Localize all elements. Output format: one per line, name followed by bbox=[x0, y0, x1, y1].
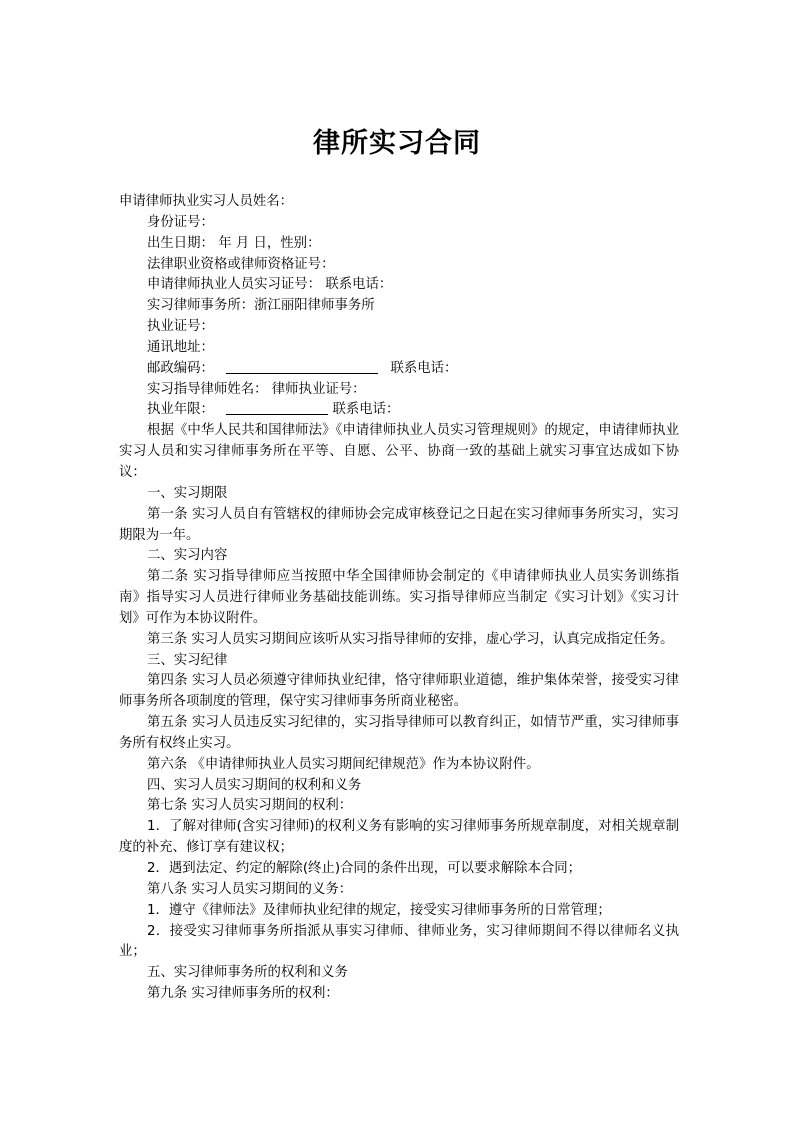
document-title: 律所实习合同 bbox=[313, 128, 481, 159]
field-license-no: 执业证号： bbox=[147, 319, 214, 335]
clause-paragraph: 2．遇到法定、约定的解除(终止)合同的条件出现，可以要求解除本合同； bbox=[147, 861, 582, 876]
clause-paragraph: 第三条 实习人员实习期间应该听从实习指导律师的安排，虚心学习，认真完成指定任务。 bbox=[147, 631, 674, 647]
field-supervisor: 实习指导律师姓名： 律师执业证号： bbox=[147, 381, 366, 397]
field-postcode-row bbox=[119, 359, 679, 380]
years-label: 执业年限： bbox=[147, 402, 214, 418]
clause-paragraph: 1．遵守《律师法》及律师执业纪律的规定，接受实习律师事务所的日常管理； bbox=[147, 902, 611, 918]
field-birth-date: 出生日期： 年 月 日，性别： bbox=[147, 235, 321, 251]
clause-paragraph: 第五条 实习人员违反实习纪律的，实习指导律师可以教育纠正，如情节严重，实习律师事务所有权终止实习。 bbox=[119, 715, 679, 751]
clauses-list bbox=[119, 484, 679, 1005]
section-heading: 五、实习律师事务所的权利和义务 bbox=[147, 965, 348, 981]
field-qualification-cert: 法律职业资格或律师资格证号： bbox=[147, 256, 335, 272]
postcode-phone-label: 联系电话： bbox=[390, 360, 458, 376]
section-heading: 第七条 实习人员实习期间的权利： bbox=[147, 798, 353, 814]
field-applicant-name: 申请律师执业实习人员姓名： bbox=[119, 194, 294, 209]
section-heading: 四、实习人员实习期间的权利和义务 bbox=[147, 777, 362, 793]
clause-paragraph: 1．了解对律师(含实习律师)的权利义务有影响的实习律师事务所规章制度，对相关规章制度的补充、修订享有建议权； bbox=[119, 819, 679, 856]
section-heading: 第九条 实习律师事务所的权利： bbox=[147, 986, 339, 1002]
clause-paragraph: 第四条 实习人员必须遵守律师执业纪律，恪守律师职业道德，维护集体荣誉，接受实习律师事务所各项制度的管理，保守实习律师事务所商业秘密。 bbox=[119, 673, 679, 710]
clause-paragraph: 第二条 实习指导律师应当按照中华全国律师协会制定的《申请律师执业人员实务训练指南》指导实习人员进行律师业务基础技能训练。实习指导律师应当制定《实习计划》《实习计划》可作为本协议附件。 bbox=[119, 569, 679, 626]
field-law-firm: 实习律师事务所：浙江丽阳律师事务所 bbox=[147, 298, 375, 314]
section-heading: 二、实习内容 bbox=[147, 548, 228, 564]
section-heading: 第八条 实习人员实习期间的义务： bbox=[147, 881, 353, 897]
field-intern-cert: 申请律师执业人员实习证号： 联系电话： bbox=[147, 277, 393, 293]
intro-paragraph: 根据《中华人民共和国律师法》《申请律师执业人员实习管理规则》的规定，申请律师执业实习人员和实习律师事务所在平等、自愿、公平、协商一致的基础上就实习事宜达成如下协议： bbox=[119, 423, 679, 480]
field-address: 通讯地址： bbox=[147, 339, 214, 355]
clause-paragraph: 2．接受实习律师事务所指派从事实习律师、律师业务，实习律师期间不得以律师名义执业； bbox=[119, 923, 679, 960]
section-heading: 一、实习期限 bbox=[147, 485, 228, 501]
document-body bbox=[119, 192, 679, 1005]
postcode-blank-line bbox=[226, 359, 378, 374]
years-phone-label: 联系电话： bbox=[332, 402, 400, 418]
years-blank-line bbox=[226, 400, 328, 415]
clause-paragraph: 第一条 实习人员自有管辖权的律师协会完成审核登记之日起在实习律师事务所实习，实习期限为一年。 bbox=[119, 506, 679, 543]
field-years-row bbox=[119, 400, 679, 421]
clause-paragraph: 第六条 《申请律师执业人员实习期间纪律规范》作为本协议附件。 bbox=[147, 756, 540, 772]
field-id-number: 身份证号： bbox=[147, 214, 214, 230]
postcode-label: 邮政编码： bbox=[147, 360, 214, 376]
section-heading: 三、实习纪律 bbox=[147, 652, 228, 668]
